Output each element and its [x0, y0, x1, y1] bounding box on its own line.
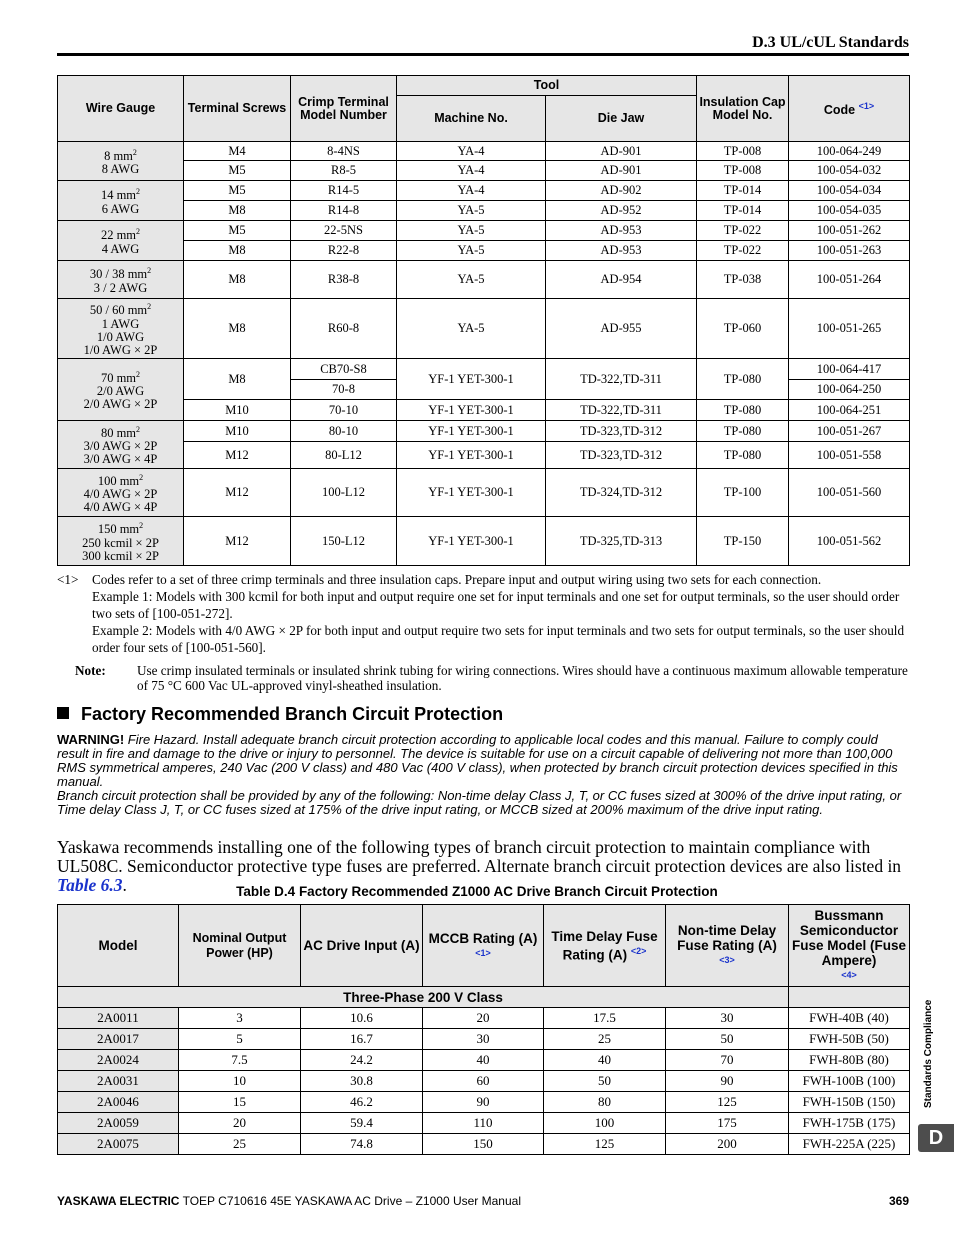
table-row	[58, 181, 910, 201]
terminal-screw-cell: M8	[184, 359, 291, 400]
warning-text: Fire Hazard. Install adequate branch circuit protection according to applicable local codes and this manual. Failure to comply could result in fire and damage to the drive or injury to personnel. The device is suitable for use on a circuit capable of delivering not more than 100,000 RMS symmetrical amperes, 240 Vac (200 V class) and 480 Vac (400 V class), when protected by branch circuit protection devices specified in this manual.	[57, 732, 898, 789]
terminal-screw-cell: M12	[184, 442, 291, 469]
insulation-cap-cell: TP-080	[697, 359, 789, 400]
col-terminal-screws: Terminal Screws	[184, 76, 291, 142]
power-cell: 10	[179, 1071, 301, 1092]
machine-no-cell: YA-5	[397, 241, 546, 261]
model-cell: 2A0059	[58, 1113, 179, 1134]
table-row	[58, 1134, 910, 1155]
insulation-cap-cell: TP-022	[697, 241, 789, 261]
table-row	[58, 421, 910, 442]
terminal-screw-cell: M5	[184, 181, 291, 201]
machine-no-cell: YA-4	[397, 161, 546, 181]
input-cell: 16.7	[301, 1029, 423, 1050]
note-label: Note:	[75, 663, 106, 678]
crimp-terminal-cell: R14-5	[291, 181, 397, 201]
power-cell: 25	[179, 1134, 301, 1155]
bussmann-cell: FWH-40B (40)	[789, 1008, 910, 1029]
machine-no-cell: YA-5	[397, 201, 546, 221]
note-text: Use crimp insulated terminals or insulated shrink tubing for wiring connections. Wires should have a continuous maximum allowable temperature of 75 °C 600 Vac UL-approved vinyl-sheathed insulation.	[137, 663, 908, 693]
table-row	[58, 469, 910, 517]
col-wire-gauge: Wire Gauge	[58, 76, 184, 142]
machine-no-cell: YF-1 YET-300-1	[397, 400, 546, 421]
wire-gauge-cell: 150 $mm^2$ 250 kcmil × 2P 300 kcmil × 2P	[58, 517, 184, 566]
non-time-cell: 50	[666, 1029, 789, 1050]
insulation-cap-cell: TP-008	[697, 161, 789, 181]
page-header-title: D.3 UL/cUL Standards	[752, 34, 909, 51]
model-cell: 2A0031	[58, 1071, 179, 1092]
crimp-terminal-cell: 70-8	[291, 380, 397, 400]
col-time-delay: Time Delay Fuse Rating (A) $^{<2>}$	[544, 905, 666, 987]
table-row	[58, 1092, 910, 1113]
insulation-cap-cell: TP-080	[697, 442, 789, 469]
die-jaw-cell: TD-325,TD-313	[546, 517, 697, 566]
insulation-cap-cell: TP-008	[697, 142, 789, 161]
die-jaw-cell: AD-955	[546, 299, 697, 359]
code-cell: 100-064-249	[789, 142, 910, 161]
col-code: Code $^{<1>}$	[789, 76, 910, 142]
bussmann-cell: FWH-50B (50)	[789, 1029, 910, 1050]
table-row	[58, 442, 910, 469]
input-cell: 10.6	[301, 1008, 423, 1029]
table-row	[58, 1008, 910, 1029]
branch-protection-table	[57, 904, 910, 1155]
terminal-screw-cell: M8	[184, 241, 291, 261]
table-row	[58, 241, 910, 261]
non-time-cell: 175	[666, 1113, 789, 1134]
mccb-footnote-ref[interactable]: <1>	[475, 947, 491, 958]
col-power: Nominal Output Power (HP)	[179, 905, 301, 987]
warning-block	[57, 733, 913, 817]
mccb-cell: 150	[423, 1134, 544, 1155]
input-cell: 24.2	[301, 1050, 423, 1071]
warning-text-2: Branch circuit protection shall be provided by any of the following: Non-time delay Class J, T, or CC fuses sized at 300% of the drive input rating, or Time delay Class J, T, or CC fuses sized at 175% of the drive input rating, or MCCB sized at 200% maximum of the drive input rating.	[57, 788, 902, 817]
table-row	[58, 261, 910, 299]
wire-gauge-cell: 70 $mm^2$ 2/0 AWG 2/0 AWG × 2P	[58, 359, 184, 421]
wire-gauge-cell: 22 $mm^2$ 4 AWG	[58, 221, 184, 261]
power-cell: 15	[179, 1092, 301, 1113]
section-square-icon	[57, 707, 69, 719]
terminal-screw-cell: M12	[184, 517, 291, 566]
table-row	[58, 221, 910, 241]
wire-gauge-cell: 100 $mm^2$ 4/0 AWG × 2P 4/0 AWG × 4P	[58, 469, 184, 517]
crimp-terminal-cell: R38-8	[291, 261, 397, 299]
col-bussmann: Bussmann Semiconductor Fuse Model (Fuse Ampere) $^{<4>}$	[789, 905, 910, 987]
code-cell: 100-051-264	[789, 261, 910, 299]
table-row	[58, 517, 910, 566]
crimp-terminal-cell: R22-8	[291, 241, 397, 261]
machine-no-cell: YA-4	[397, 181, 546, 201]
page-number: 369	[888, 1194, 909, 1208]
non-time-cell: 30	[666, 1008, 789, 1029]
bussmann-cell: FWH-150B (150)	[789, 1092, 910, 1113]
table-caption: Table D.4 Factory Recommended Z1000 AC Drive Branch Circuit Protection	[236, 884, 718, 899]
non-time-cell: 70	[666, 1050, 789, 1071]
die-jaw-cell: TD-323,TD-312	[546, 421, 697, 442]
code-cell: 100-051-262	[789, 221, 910, 241]
time-delay-cell: 25	[544, 1029, 666, 1050]
die-jaw-cell: AD-901	[546, 161, 697, 181]
class-label-blank	[789, 987, 910, 1008]
insulation-cap-cell: TP-060	[697, 299, 789, 359]
insulation-cap-cell: TP-150	[697, 517, 789, 566]
terminal-screw-cell: M8	[184, 299, 291, 359]
machine-no-cell: YA-4	[397, 142, 546, 161]
input-cell: 46.2	[301, 1092, 423, 1113]
side-section-label: Standards Compliance	[923, 999, 934, 1108]
col-model: Model	[58, 905, 179, 987]
die-jaw-cell: TD-323,TD-312	[546, 442, 697, 469]
machine-no-cell: YA-5	[397, 261, 546, 299]
terminal-screw-cell: M5	[184, 161, 291, 181]
input-cell: 30.8	[301, 1071, 423, 1092]
footnote-number: <1>	[57, 572, 79, 587]
table-row	[58, 1050, 910, 1071]
note	[75, 663, 909, 693]
die-jaw-cell: AD-952	[546, 201, 697, 221]
power-cell: 20	[179, 1113, 301, 1134]
terminal-screw-cell: M10	[184, 400, 291, 421]
machine-no-cell: YF-1 YET-300-1	[397, 469, 546, 517]
time-delay-cell: 40	[544, 1050, 666, 1071]
code-cell: 100-064-417	[789, 359, 910, 380]
mccb-cell: 20	[423, 1008, 544, 1029]
bussmann-cell: FWH-100B (100)	[789, 1071, 910, 1092]
model-cell: 2A0024	[58, 1050, 179, 1071]
die-jaw-cell: AD-953	[546, 221, 697, 241]
table-row	[58, 400, 910, 421]
die-jaw-cell: AD-901	[546, 142, 697, 161]
footer-document: YASKAWA ELECTRIC TOEP C710616 45E YASKAWA AC Drive – Z1000 User Manual	[57, 1194, 521, 1208]
non-time-cell: 200	[666, 1134, 789, 1155]
bussmann-cell: FWH-80B (80)	[789, 1050, 910, 1071]
crimp-terminal-cell: 150-L12	[291, 517, 397, 566]
table-row	[58, 1029, 910, 1050]
die-jaw-cell: TD-322,TD-311	[546, 400, 697, 421]
table-row	[58, 299, 910, 359]
time-delay-footnote-ref[interactable]: <2>	[630, 945, 647, 956]
body-paragraph: Yaskawa recommends installing one of the following types of branch circuit protection to maintain compliance with UL508C. Semiconductor protective type fuses are preferred. Alternate branch circuit protection devices are also listed in Table 6.3.	[57, 837, 902, 895]
col-crimp-terminal: Crimp Terminal Model Number	[291, 76, 397, 142]
class-label: Three-Phase 200 V Class	[58, 987, 789, 1008]
time-delay-cell: 17.5	[544, 1008, 666, 1029]
code-cell: 100-054-032	[789, 161, 910, 181]
footnote	[57, 571, 909, 656]
mccb-cell: 60	[423, 1071, 544, 1092]
crimp-terminal-cell: 80-10	[291, 421, 397, 442]
code-cell: 100-051-265	[789, 299, 910, 359]
bussmann-cell: FWH-225A (225)	[789, 1134, 910, 1155]
col-mccb: MCCB Rating (A) $^{<1>}$	[423, 905, 544, 987]
table-row	[58, 201, 910, 221]
code-cell: 100-051-562	[789, 517, 910, 566]
crimp-terminal-cell: CB70-S8	[291, 359, 397, 380]
bussmann-footnote-ref[interactable]: <4>	[841, 970, 857, 980]
table-row	[58, 161, 910, 181]
col-input: AC Drive Input (A)	[301, 905, 423, 987]
model-cell: 2A0046	[58, 1092, 179, 1113]
crimp-terminal-cell: R60-8	[291, 299, 397, 359]
die-jaw-cell: TD-322,TD-311	[546, 359, 697, 400]
code-cell: 100-051-267	[789, 421, 910, 442]
time-delay-cell: 125	[544, 1134, 666, 1155]
insulation-cap-cell: TP-022	[697, 221, 789, 241]
die-jaw-cell: AD-954	[546, 261, 697, 299]
mccb-cell: 90	[423, 1092, 544, 1113]
machine-no-cell: YF-1 YET-300-1	[397, 421, 546, 442]
code-cell: 100-064-251	[789, 400, 910, 421]
code-cell: 100-064-250	[789, 380, 910, 400]
model-cell: 2A0017	[58, 1029, 179, 1050]
code-cell: 100-051-560	[789, 469, 910, 517]
insulation-cap-cell: TP-038	[697, 261, 789, 299]
wire-gauge-cell: 80 $mm^2$ 3/0 AWG × 2P 3/0 AWG × 4P	[58, 421, 184, 469]
table-row	[58, 1113, 910, 1134]
warning-label: WARNING!	[57, 732, 125, 747]
non-time-footnote-ref[interactable]: <3>	[719, 955, 735, 965]
table-6-3-link[interactable]: Table 6.3	[57, 875, 123, 895]
col-insulation-cap: Insulation Cap Model No.	[697, 76, 789, 142]
code-cell: 100-054-034	[789, 181, 910, 201]
die-jaw-cell: TD-324,TD-312	[546, 469, 697, 517]
machine-no-cell: YA-5	[397, 299, 546, 359]
terminal-screw-cell: M8	[184, 201, 291, 221]
time-delay-cell: 50	[544, 1071, 666, 1092]
col-non-time: Non-time Delay Fuse Rating (A) $^{<3>}$	[666, 905, 789, 987]
wire-gauge-cell: 14 $mm^2$ 6 AWG	[58, 181, 184, 221]
time-delay-cell: 80	[544, 1092, 666, 1113]
section-heading: Factory Recommended Branch Circuit Protection	[57, 704, 503, 725]
crimp-terminal-cell: 70-10	[291, 400, 397, 421]
power-cell: 7.5	[179, 1050, 301, 1071]
insulation-cap-cell: TP-014	[697, 201, 789, 221]
crimp-terminal-cell: 22-5NS	[291, 221, 397, 241]
model-cell: 2A0075	[58, 1134, 179, 1155]
input-cell: 74.8	[301, 1134, 423, 1155]
machine-no-cell: YA-5	[397, 221, 546, 241]
insulation-cap-cell: TP-014	[697, 181, 789, 201]
power-cell: 3	[179, 1008, 301, 1029]
appendix-tab[interactable]: D	[918, 1124, 954, 1152]
footnote-example-1: Example 1: Models with 300 kcmil for both input and output require one set for input terminals and one set for output terminals, so the user should order two sets of [100-051-272].	[92, 589, 900, 621]
col-tool: Tool	[397, 76, 697, 96]
machine-no-cell: YF-1 YET-300-1	[397, 517, 546, 566]
non-time-cell: 125	[666, 1092, 789, 1113]
terminal-screw-cell: M10	[184, 421, 291, 442]
mccb-cell: 30	[423, 1029, 544, 1050]
input-cell: 59.4	[301, 1113, 423, 1134]
insulation-cap-cell: TP-080	[697, 421, 789, 442]
col-machine-no: Machine No.	[397, 96, 546, 142]
code-cell: 100-054-035	[789, 201, 910, 221]
wire-gauge-cell: 50 / 60 $mm^2$ 1 AWG 1/0 AWG 1/0 AWG × 2P	[58, 299, 184, 359]
die-jaw-cell: AD-953	[546, 241, 697, 261]
wire-gauge-cell: 8 $mm^2$ 8 AWG	[58, 142, 184, 181]
footnote-text: Codes refer to a set of three crimp terminals and three insulation caps. Prepare input and output wiring using two sets for each connection.	[92, 572, 822, 587]
die-jaw-cell: AD-902	[546, 181, 697, 201]
terminal-screw-cell: M12	[184, 469, 291, 517]
machine-no-cell: YF-1 YET-300-1	[397, 359, 546, 400]
terminal-screw-cell: M4	[184, 142, 291, 161]
col-die-jaw: Die Jaw	[546, 96, 697, 142]
table-row	[58, 142, 910, 161]
bussmann-cell: FWH-175B (175)	[789, 1113, 910, 1134]
mccb-cell: 110	[423, 1113, 544, 1134]
table-row	[58, 1071, 910, 1092]
mccb-cell: 40	[423, 1050, 544, 1071]
code-footnote-ref[interactable]: <1>	[858, 100, 875, 111]
crimp-terminal-cell: R14-8	[291, 201, 397, 221]
crimp-terminal-cell: R8-5	[291, 161, 397, 181]
code-cell: 100-051-263	[789, 241, 910, 261]
wire-gauge-cell: 30 / 38 $mm^2$ 3 / 2 AWG	[58, 261, 184, 299]
table-row	[58, 359, 910, 380]
terminal-screw-cell: M8	[184, 261, 291, 299]
crimp-terminal-cell: 8-4NS	[291, 142, 397, 161]
time-delay-cell: 100	[544, 1113, 666, 1134]
machine-no-cell: YF-1 YET-300-1	[397, 442, 546, 469]
crimp-terminal-cell: 100-L12	[291, 469, 397, 517]
wire-gauge-table	[57, 75, 910, 566]
terminal-screw-cell: M5	[184, 221, 291, 241]
power-cell: 5	[179, 1029, 301, 1050]
insulation-cap-cell: TP-080	[697, 400, 789, 421]
insulation-cap-cell: TP-100	[697, 469, 789, 517]
crimp-terminal-cell: 80-L12	[291, 442, 397, 469]
non-time-cell: 90	[666, 1071, 789, 1092]
code-cell: 100-051-558	[789, 442, 910, 469]
model-cell: 2A0011	[58, 1008, 179, 1029]
header-rule	[57, 53, 909, 56]
footnote-example-2: Example 2: Models with 4/0 AWG × 2P for both input and output require two sets for input terminals and two sets for output terminals, so the user should order four sets of [100-051-560].	[92, 623, 905, 655]
